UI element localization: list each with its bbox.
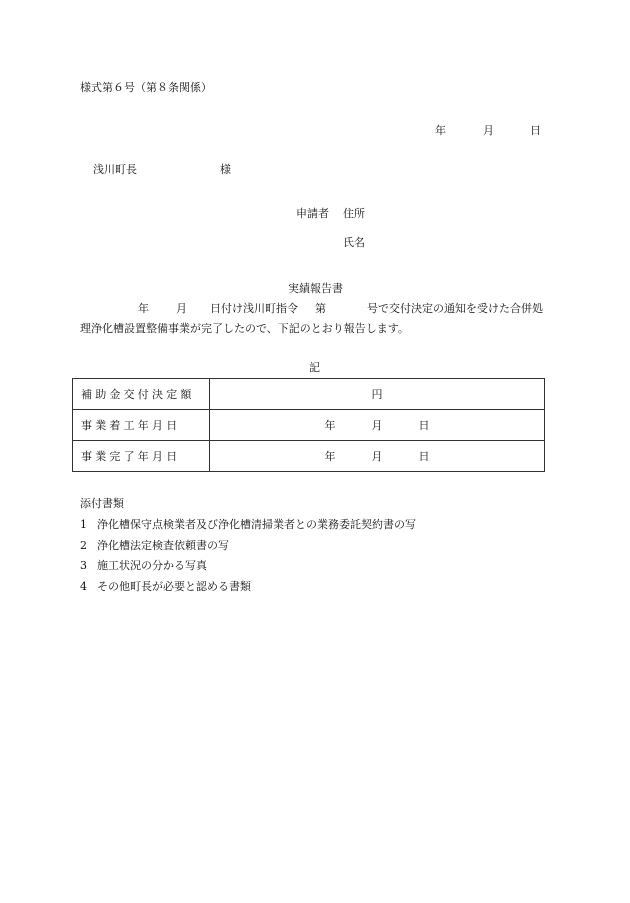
attachments-heading: 添付書類 <box>80 497 124 510</box>
body-dai: 第 <box>315 302 326 315</box>
item-num: 1 <box>80 518 87 531</box>
table-row <box>73 410 545 441</box>
item-num: 2 <box>80 539 87 552</box>
subsidy-yen: 円 <box>371 388 383 401</box>
addressee-name: 浅川町長 <box>93 163 137 176</box>
list-item <box>80 518 416 532</box>
body-year: 年 <box>138 302 149 315</box>
row-label-subsidy: 補助金交付決定額 <box>73 379 210 410</box>
item-text: 浄化槽法定検査依頼書の写 <box>97 539 229 552</box>
row-value-start <box>210 410 545 441</box>
item-num: 4 <box>80 580 87 593</box>
document-title: 実績報告書 <box>288 282 343 295</box>
date-day: 日 <box>530 124 541 137</box>
applicant-address-label: 住所 <box>343 207 365 220</box>
list-item <box>80 559 207 573</box>
form-number: 様式第６号（第８条関係） <box>80 81 212 94</box>
list-item <box>80 539 229 553</box>
item-text: その他町長が必要と認める書類 <box>97 580 251 593</box>
complete-month: 月 <box>371 450 383 463</box>
row-label-start: 事業着工年月日 <box>73 410 210 441</box>
ki-heading: 記 <box>309 361 320 374</box>
item-text: 施工状況の分かる写真 <box>97 559 207 572</box>
start-year: 年 <box>324 419 336 432</box>
item-num: 3 <box>80 559 87 572</box>
complete-year: 年 <box>324 450 336 463</box>
item-text: 浄化槽保守点検業者及び浄化槽清掃業者との業務委託契約書の写 <box>97 518 416 531</box>
addressee-honorific: 様 <box>220 163 231 176</box>
list-item <box>80 580 251 594</box>
report-table <box>72 378 545 472</box>
applicant-label: 申請者 <box>296 207 329 220</box>
row-value-complete <box>210 441 545 472</box>
applicant-name-label: 氏名 <box>343 236 365 249</box>
body-month: 月 <box>176 302 187 315</box>
body-line2: 理浄化槽設置整備事業が完了したので、下記のとおり報告します。 <box>80 322 409 335</box>
body-date-suffix: 日付け浅川町指令 <box>210 302 298 315</box>
start-month: 月 <box>371 419 383 432</box>
start-day: 日 <box>418 419 430 432</box>
date-year: 年 <box>435 124 446 137</box>
table-row <box>73 379 545 410</box>
body-line1-rest: 号で交付決定の通知を受けた合併処 <box>367 302 543 315</box>
row-value-subsidy <box>210 379 545 410</box>
complete-day: 日 <box>418 450 430 463</box>
row-label-complete: 事業完了年月日 <box>73 441 210 472</box>
date-month: 月 <box>483 124 494 137</box>
table-row <box>73 441 545 472</box>
